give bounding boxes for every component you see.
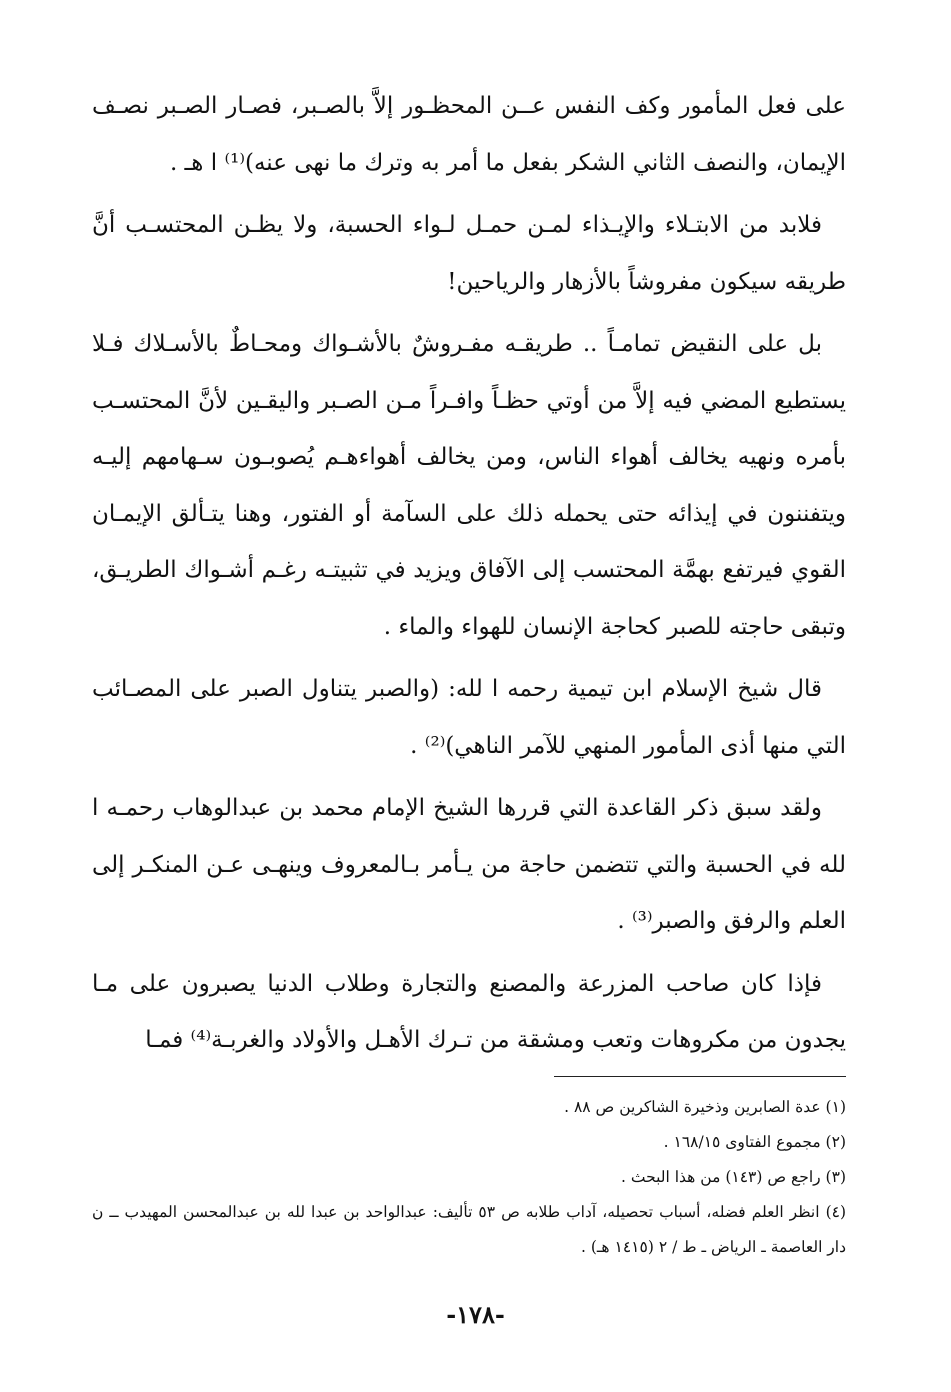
paragraph-6: فإذا كان صاحب المزرعة والمصنع والتجارة وطلاب الدنيا يصبرون على مـا يجدون من مكروهات وتعب ومشقة من تـرك الأهـل والأولاد والغربـة⁽⁴⁾ فمـا <box>92 970 846 1053</box>
footnote-separator <box>554 1076 846 1077</box>
paragraph-1: على فعل المأمور وكف النفس عــن المحظـور إلاَّ بالصـبر، فصـار الصـبر نصـف الإيمان، والنصف الثاني الشكر بفعل ما أمر به وترك ما نهى عنه)⁽¹⁾ ا هـ . <box>92 93 846 176</box>
footnotes <box>92 1090 846 1265</box>
footnote-1: (١) عدة الصابرين وذخيرة الشاكرين ص ٨٨ . <box>564 1098 846 1116</box>
footnote-2: (٢) مجموع الفتاوى ١٦٨/١٥ . <box>663 1133 846 1151</box>
page-number: -١٧٨- <box>446 1300 505 1329</box>
paragraph-4: قال شيخ الإسلام ابن تيمية رحمه ا لله: (والصبر يتناول الصبر على المصـائب التي منها أذى المأمور المنهي للآمر الناهي)⁽²⁾ . <box>92 676 846 759</box>
paragraph-5: ولقد سبق ذكر القاعدة التي قررها الشيخ الإمام محمد بن عبدالوهاب رحمـه ا لله في الحسبة والتي تتضمن حاجة من يـأمر بـالمعروف وينهـى عـن المنكـر إلى العلم والرفق والصبر⁽³⁾ . <box>92 795 846 934</box>
paragraph-3: بل على النقيض تمامـاً .. طريقـه مفـروشٌ بالأشـواك ومحـاطٌ بالأسـلاك فـلا يستطيع المضي فيه إلاَّ من أوتي حظـاً وافـراً مـن الصـبر واليقـين لأنَّ المحتسـب بأمره ونهيه يخالف أهواء الناس، ومن يخالف أهواءهـم يُصوبـون سـهامهم إليـه ويتفننون في إيذائه حتى يحمله ذلك على السآمة أو الفتور، وهنا يتـألق الإيمـان القوي فيرتفع بهمَّة المحتسب إلى الآفاق ويزيد في تثبيتـه رغـم أشـواك الطريـق، وتبقى حاجته للصبر كحاجة الإنسان للهواء والماء . <box>92 331 846 640</box>
paragraph-2: فلابد من الابتـلاء والإيـذاء لمـن حمـل لـواء الحسبة، ولا يظـن المحتسـب أنَّ طريقه سيكون مفروشاً بالأزهار والرياحين! <box>92 212 846 295</box>
main-text <box>92 78 846 1075</box>
footnote-4: (٤) انظر العلم فضله، أسباب تحصيله، آداب طلابه ص ٥٣ تأليف: عبدالواحد بن عبدا لله بن عبدالمحسن المهيدب ــ ن دار العاصمة ـ الرياض ـ ط / ٢ (١٤١٥ هـ) . <box>92 1203 847 1256</box>
footnote-3: (٣) راجع ص (١٤٣) من هذا البحث . <box>621 1168 846 1186</box>
